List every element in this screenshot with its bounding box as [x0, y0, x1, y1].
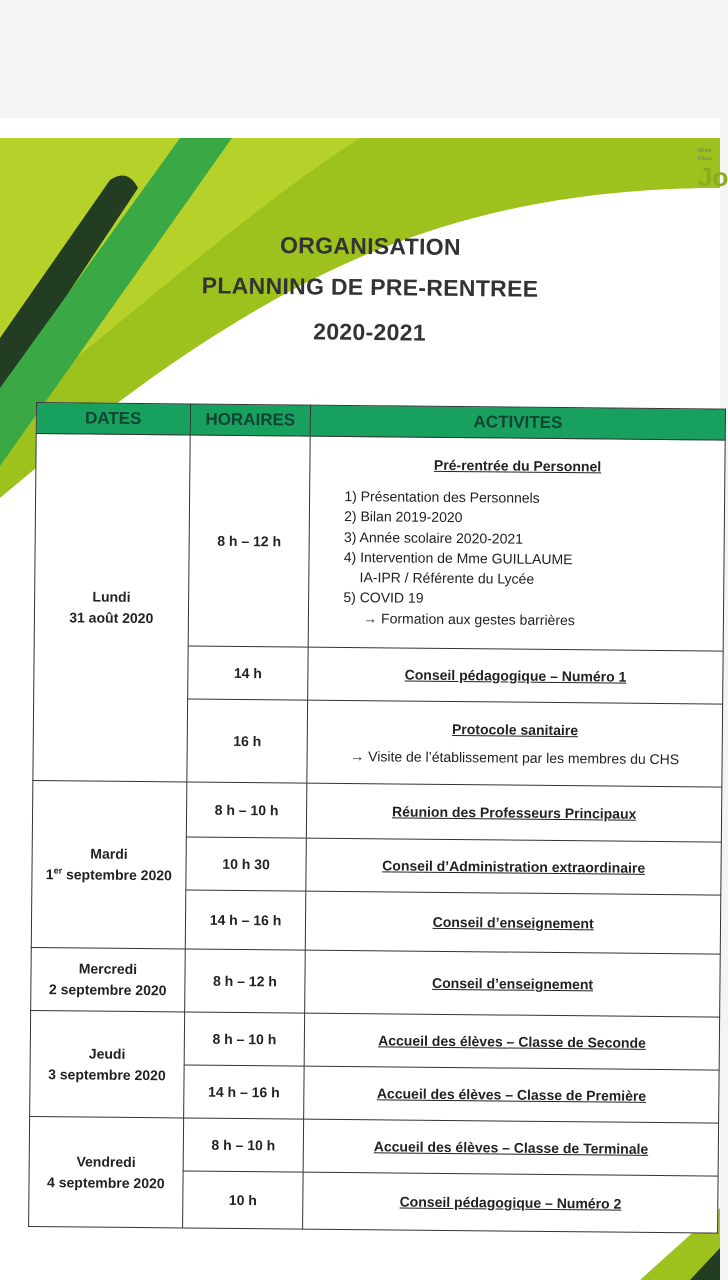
document-page — [0, 118, 728, 1280]
activity-title: Conseil pédagogique – Numéro 2 — [399, 1193, 622, 1212]
table-row — [30, 1010, 719, 1070]
date-cell: Lundi 31 août 2020 — [33, 434, 190, 782]
activity-list — [309, 486, 724, 632]
activity-title: Conseil d’enseignement — [432, 913, 594, 932]
date-cell: Mardi 1er septembre 2020 — [31, 780, 186, 948]
ministry-logo: Minist Éduca Jo — [698, 148, 728, 192]
list-item: → Formation aux gestes barrières — [363, 609, 575, 628]
header-horaires: HORAIRES — [190, 404, 311, 436]
activity-cell — [307, 783, 722, 842]
activity-title: Protocole sanitaire — [451, 721, 579, 739]
activity-cell — [303, 1119, 718, 1176]
document-title — [159, 231, 580, 348]
activity-title: Réunion des Professeurs Principaux — [391, 803, 637, 822]
table-row — [34, 434, 725, 652]
time-cell: 16 h — [187, 699, 308, 783]
date-cell: Jeudi 3 septembre 2020 — [30, 1010, 185, 1117]
activity-title: Pré-rentrée du Personnel — [433, 456, 602, 475]
date-cell: Vendredi 4 septembre 2020 — [29, 1116, 184, 1227]
time-cell: 14 h – 16 h — [185, 890, 306, 950]
time-cell: 14 h — [187, 646, 308, 700]
activity-cell — [304, 1066, 719, 1123]
activity-title: Accueil des élèves – Classe de Première — [376, 1085, 647, 1104]
title-line-3: 2020-2021 — [313, 318, 427, 346]
time-cell: 10 h — [182, 1171, 303, 1229]
time-cell: 10 h 30 — [186, 837, 307, 891]
viewer-top-bar — [0, 0, 720, 118]
schedule-table — [28, 402, 726, 1234]
activity-title: Accueil des élèves – Classe de Terminale — [373, 1138, 649, 1157]
header-dates: DATES — [36, 403, 190, 435]
header-activites: ACTIVITES — [310, 405, 725, 440]
time-cell: 14 h – 16 h — [183, 1065, 304, 1119]
activity-cell — [305, 950, 720, 1017]
list-item: 4) Intervention de Mme GUILLAUME — [343, 548, 573, 568]
table-row — [29, 1116, 718, 1176]
list-item: 5) COVID 19 — [343, 589, 424, 607]
activity-cell — [307, 700, 723, 787]
activity-cell — [306, 891, 721, 954]
activity-cell — [308, 436, 725, 651]
activity-cell — [303, 1172, 718, 1233]
activity-title: Accueil des élèves – Classe de Seconde — [378, 1032, 646, 1051]
activity-cell — [308, 647, 723, 704]
list-item: 2) Bilan 2019-2020 — [344, 508, 463, 526]
time-cell: 8 h – 10 h — [184, 1012, 305, 1066]
activity-title: Conseil pédagogique – Numéro 1 — [404, 666, 627, 685]
date-cell: Mercredi 2 septembre 2020 — [31, 947, 185, 1011]
time-cell: 8 h – 12 h — [188, 435, 311, 647]
list-item: 1) Présentation des Personnels — [344, 487, 540, 506]
list-item: IA-IPR / Référente du Lycée — [359, 569, 535, 587]
time-cell: 8 h – 10 h — [186, 782, 307, 838]
activity-cell — [306, 838, 721, 895]
title-line-1: ORGANISATION — [279, 232, 461, 260]
time-cell: 8 h – 10 h — [183, 1118, 304, 1172]
table-row — [31, 947, 721, 1017]
activity-title: Conseil d’Administration extraordinaire — [382, 857, 646, 876]
activity-title: Conseil d’enseignement — [431, 974, 594, 993]
activity-detail: → Visite de l’établissement par les membres du CHS — [350, 748, 680, 768]
title-line-2: PLANNING DE PRE-RENTREE — [201, 272, 539, 302]
table-row — [32, 780, 721, 842]
time-cell: 8 h – 12 h — [184, 949, 305, 1013]
list-item: 3) Année scolaire 2020-2021 — [343, 528, 524, 547]
activity-cell — [304, 1013, 719, 1070]
